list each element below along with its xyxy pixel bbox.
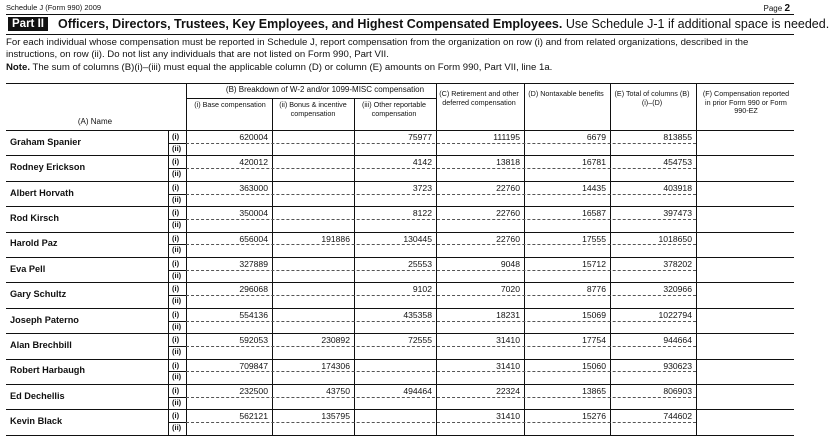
row-label-ii: (ii) [172,397,182,407]
row-label-ii: (ii) [172,296,182,306]
cell-base: 363000 [239,182,268,193]
cell-base: 656004 [239,233,268,244]
person-name: Rod Kirsch [10,212,60,223]
cell-retirement: 22324 [496,386,520,396]
row-label-ii: (ii) [172,169,182,179]
cell-total: 806903 [663,386,692,396]
cell-retirement: 18231 [496,309,520,320]
part-rule [6,34,794,35]
cell-nontaxable: 13865 [582,386,606,396]
table-row-rule [6,232,794,233]
cell-retirement: 13818 [496,157,520,168]
row-i-ii-separator [168,346,186,347]
cell-nontaxable: 15069 [582,309,606,320]
cell-bonus: 43750 [326,386,350,396]
col-b-sub-rule [186,98,436,99]
col-b-iii-header: (iii) Other reportable compensation [362,100,426,118]
cell-base: 327889 [239,259,268,269]
cell-other: 3723 [412,182,432,193]
table-row-rule [6,384,794,385]
row-label-i: (i) [172,208,180,218]
table-row-rule [6,435,794,436]
table-row-rule [6,409,794,410]
col-d-header: (D) Nontaxable benefits [528,89,604,98]
cell-total: 744602 [663,411,692,422]
cell-bonus: 230892 [321,335,350,346]
cell-total: 320966 [663,284,692,295]
table-row-rule [6,359,794,360]
row-i-ii-separator [168,194,186,195]
col-e-header: (E) Total of columns (B)(i)–(D) [614,89,690,107]
row-label-i: (i) [172,360,180,370]
row-i-dotted-line [186,295,696,296]
row-i-ii-separator [168,270,186,271]
col-b-ii-header: (ii) Bonus & incentive compensation [279,100,347,118]
table-row-rule [6,257,794,258]
cell-base: 620004 [239,132,268,142]
row-label-i: (i) [172,233,180,243]
row-label-ii: (ii) [172,245,182,255]
row-i-dotted-line [186,422,696,423]
note-text [6,62,796,73]
row-label-i: (i) [172,386,180,395]
row-i-ii-separator [168,422,186,423]
person-name: Joseph Paterno [10,314,79,325]
row-i-dotted-line [186,194,696,195]
row-i-dotted-line [186,346,696,347]
cell-total: 454753 [663,157,692,168]
row-label-i: (i) [172,335,180,345]
part-badge: Part II [8,17,48,31]
person-name: Eva Pell [10,263,46,274]
cell-retirement: 7020 [500,284,520,295]
page-label: Page [763,4,783,13]
cell-nontaxable: 17754 [582,335,606,346]
note-label: Note. [6,62,30,73]
cell-retirement: 9048 [500,259,520,269]
row-label-ii: (ii) [172,270,182,280]
cell-total: 378202 [663,259,692,269]
cell-retirement: 31410 [496,360,520,371]
cell-other: 435358 [403,309,432,320]
table-row-rule [6,333,794,334]
page-indicator [764,3,790,14]
person-name: Graham Spanier [10,136,81,147]
page-header [6,0,794,14]
top-rule [6,14,794,15]
person-name: Robert Harbaugh [10,365,86,376]
cell-retirement: 22760 [496,233,520,244]
cell-base: 709847 [239,360,268,371]
cell-bonus: 174306 [321,360,350,371]
col-c-header: (C) Retirement and other deferred compensation [439,89,519,107]
cell-nontaxable: 6679 [586,132,606,142]
cell-base: 562121 [239,411,268,422]
cell-other: 9102 [412,284,432,295]
row-i-ii-separator [168,371,186,372]
cell-total: 930623 [663,360,692,371]
col-f-header: (F) Compensation reported in prior Form 990 or Form 990-EZ [702,89,790,115]
column-divider [186,83,187,435]
cell-other: 8122 [412,208,432,219]
cell-nontaxable: 15712 [582,259,606,269]
person-name: Rodney Erickson [10,162,86,173]
table-row-rule [6,282,794,283]
row-label-i: (i) [172,309,180,319]
cell-retirement: 31410 [496,335,520,346]
row-label-ii: (ii) [172,372,182,382]
table-row-rule [6,206,794,207]
row-i-dotted-line [186,270,696,271]
cell-other: 25553 [408,259,432,269]
row-label-i: (i) [172,284,180,294]
part-title-bold: Officers, Directors, Trustees, Key Employees, and Highest Compensated Employees. [58,17,563,31]
row-label-ii: (ii) [172,321,182,331]
cell-base: 296068 [239,284,268,295]
row-label-ii: (ii) [172,194,182,204]
row-i-dotted-line [186,371,696,372]
row-i-dotted-line [186,168,696,169]
form-label: Schedule J (Form 990) 2009 [6,3,102,12]
row-i-ii-separator [168,321,186,322]
row-label-i: (i) [172,132,180,141]
col-a-header: (A) Name [77,117,113,126]
cell-nontaxable: 8776 [586,284,606,295]
cell-nontaxable: 15276 [582,411,606,422]
cell-retirement: 111195 [493,132,520,142]
row-label-i: (i) [172,259,180,268]
instructions-text: For each individual whose compensation must be reported in Schedule J, report compensation from the organization on row (i) and from related organizations, described in the instructions, on row (ii). Do not list any individuals that are not listed on Form 990, Part VII. [6,37,749,60]
row-i-ii-separator [168,143,186,144]
table-top-rule [6,83,794,84]
table-row-rule [6,308,794,309]
column-divider [436,83,437,435]
row-label-i: (i) [172,182,180,192]
cell-total: 403918 [663,182,692,193]
cell-nontaxable: 16587 [582,208,606,219]
row-i-ii-separator [168,295,186,296]
note-body: The sum of columns (B)(i)–(iii) must equal the applicable column (D) or column (E) amounts on Form 990, Part VII, line 1a. [32,62,553,73]
row-i-dotted-line [186,244,696,245]
row-i-dotted-line [186,397,696,398]
row-label-i: (i) [172,411,180,421]
cell-nontaxable: 15060 [582,360,606,371]
col-b-i-header: (i) Base compensation [194,100,266,109]
cell-other: 494464 [403,386,432,396]
row-i-ii-separator [168,219,186,220]
table-row-rule [6,155,794,156]
cell-retirement: 22760 [496,208,520,219]
cell-total: 944664 [663,335,692,346]
col-b-header: (B) Breakdown of W-2 and/or 1099-MISC compensation [225,85,425,94]
cell-other: 4142 [412,157,432,168]
row-label-ii: (ii) [172,423,182,433]
cell-total: 397473 [663,208,692,219]
page-number: 2 [784,3,790,14]
cell-bonus: 191886 [321,233,350,244]
cell-nontaxable: 16781 [582,157,606,168]
cell-other: 75977 [408,132,432,142]
row-i-ii-separator [168,168,186,169]
row-label-i: (i) [172,157,180,167]
cell-total: 1022794 [658,309,692,320]
row-label-ii: (ii) [172,219,182,229]
row-label-ii: (ii) [172,346,182,356]
part-title [58,17,829,31]
cell-total: 813855 [663,132,692,142]
person-name: Kevin Black [10,416,63,427]
table-row-rule [6,181,794,182]
cell-other: 72555 [408,335,432,346]
cell-nontaxable: 14435 [582,182,606,193]
cell-base: 592053 [239,335,268,346]
row-i-dotted-line [186,321,696,322]
column-divider [524,83,525,435]
cell-base: 232500 [239,386,268,396]
row-i-dotted-line [186,143,696,144]
cell-base: 420012 [239,157,268,168]
cell-retirement: 31410 [496,411,520,422]
column-divider [610,83,611,435]
cell-other: 130445 [403,233,432,244]
cell-nontaxable: 17555 [582,233,606,244]
row-i-dotted-line [186,219,696,220]
row-i-ii-separator [168,397,186,398]
person-name: Albert Horvath [10,187,74,198]
cell-retirement: 22760 [496,182,520,193]
header-bottom-rule [6,130,794,131]
row-i-ii-separator [168,244,186,245]
person-name: Alan Brechbill [10,339,72,350]
cell-bonus: 135795 [321,411,350,422]
column-divider [696,83,697,435]
person-name: Gary Schultz [10,289,67,300]
person-name: Ed Dechellis [10,390,65,401]
row-label-ii: (ii) [172,143,182,153]
cell-base: 350004 [239,208,268,219]
part-title-suffix: Use Schedule J-1 if additional space is needed. [565,17,829,31]
cell-total: 1018650 [658,233,692,244]
cell-base: 554136 [239,309,268,320]
part-header [6,16,829,33]
person-name: Harold Paz [10,238,58,249]
